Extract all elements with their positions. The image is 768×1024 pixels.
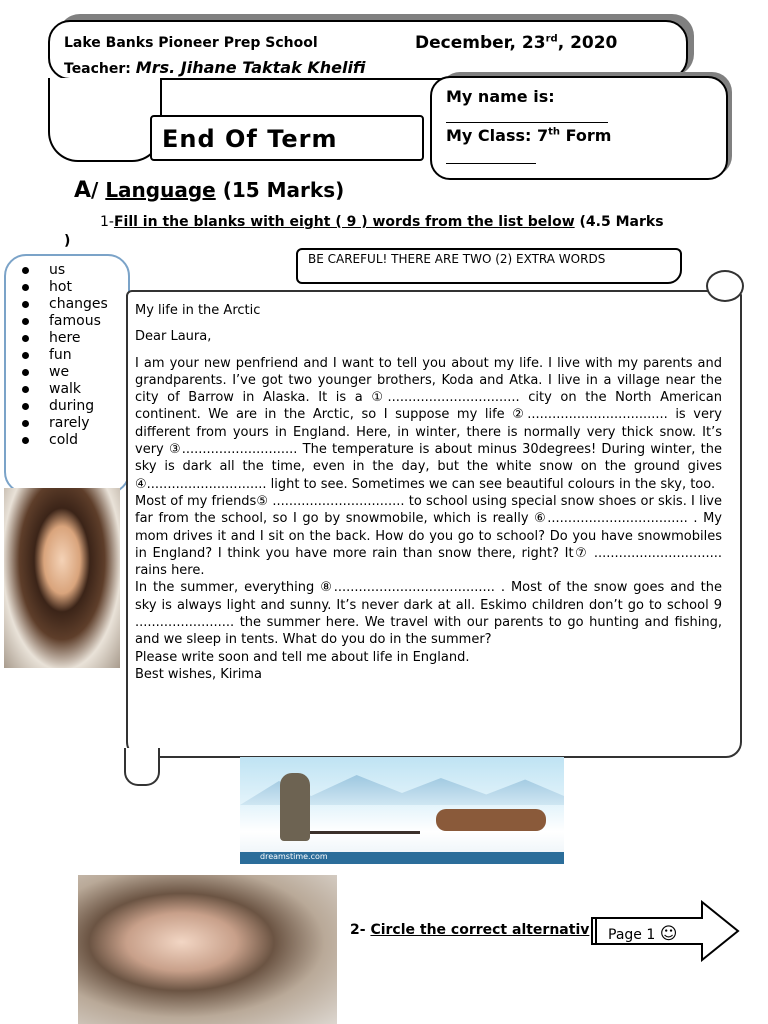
name-label: My name is: <box>446 87 555 106</box>
page-title: End Of Term <box>162 125 338 153</box>
letter-paragraph-2: Most of my friends⑤ ................................ to school using special snow shoes or skis. I live far from the school, so I go by snowmobile, which is really ⑥.................................. . My mom drives it and I sit on the back. How do you go to school? Do you have snowmobiles in England? I think you have more rain than snow there, right? It⑦ ............................... rains here. <box>135 493 722 579</box>
letter-closing: Please write soon and tell me about life in England. <box>135 649 470 665</box>
word-item: hot <box>22 279 111 296</box>
page-number: Page 1 ☺ <box>608 924 678 944</box>
section-a-heading: A/ Language (15 Marks) <box>74 178 345 203</box>
scroll-curl-bottom <box>124 748 160 786</box>
eskimo-figure <box>280 773 310 841</box>
task1-instruction: 1-Fill in the blanks with eight ( 9 ) words from the list below (4.5 Marks <box>100 214 664 230</box>
warning-text: BE CAREFUL! THERE ARE TWO (2) EXTRA WORDS <box>308 252 606 266</box>
letter-paragraph-1: I am your new penfriend and I want to tell you about my life. I live with my parents and grandparents. I’ve got two younger brothers, Koda and Atka. I live in a village near the city of Barrow in Alaska. It is a ①................................ city on the North American continent. We are in the Arctic, so I suppose my life ②.................................. is very different from yours in England. Here, in winter, there is normally very thick snow. It’s very ③............................ The temperature is about minus 30degrees! During winter, the sky is dark all the time, even in the day, but the white snow on the ground gives ④............................. light to see. Sometimes we can see beautiful colours in the sky, too. <box>135 355 722 492</box>
header-scroll-curl <box>48 78 162 162</box>
word-item: famous <box>22 313 111 330</box>
friends-hugging-photo <box>78 875 337 1024</box>
word-item: during <box>22 398 111 415</box>
letter-text <box>135 302 722 683</box>
sled-dogs <box>436 809 546 831</box>
exam-date: December, 23rd, 2020 <box>415 33 618 53</box>
teacher-name: Mrs. Jihane Taktak Khelifi <box>135 58 366 77</box>
word-item: we <box>22 364 111 381</box>
school-name: Lake Banks Pioneer Prep School <box>64 35 318 51</box>
dog-sled-illustration <box>240 757 564 864</box>
smiley-icon: ☺ <box>659 924 678 944</box>
word-item: walk <box>22 381 111 398</box>
sled <box>310 817 420 834</box>
word-item: us <box>22 262 111 279</box>
task2-instruction: 2- Circle the correct alternativ <box>350 922 590 938</box>
scroll-curl-top <box>706 270 744 302</box>
class-label: My Class: 7th Form <box>446 126 612 145</box>
image-credit: dreamstime.com <box>260 852 328 861</box>
word-list-box <box>4 254 130 494</box>
eskimo-girl-photo <box>4 488 120 668</box>
word-item: fun <box>22 347 111 364</box>
letter-greeting: Dear Laura, <box>135 329 212 345</box>
word-list <box>6 256 128 449</box>
letter-signature: Best wishes, Kirima <box>135 666 262 682</box>
teacher-line: Teacher: Mrs. Jihane Taktak Khelifi <box>64 58 366 77</box>
word-item: here <box>22 330 111 347</box>
letter-paragraph-3: In the summer, everything ⑧....................................... . Most of the snow goes and the sky is always light and sunny. It’s never dark at all. Eskimo children don’t go to school 9 ........................ the summer here. We travel with our parents to go hunting and fishing, and we sleep in tents. What do you do in the summer? <box>135 580 722 648</box>
word-item: rarely <box>22 415 111 432</box>
word-item: changes <box>22 296 111 313</box>
task1-marks-end: ) <box>64 233 71 249</box>
name-blank-line <box>446 122 608 123</box>
class-blank-line <box>446 163 536 164</box>
word-item: cold <box>22 432 111 449</box>
letter-title: My life in the Arctic <box>135 303 261 318</box>
